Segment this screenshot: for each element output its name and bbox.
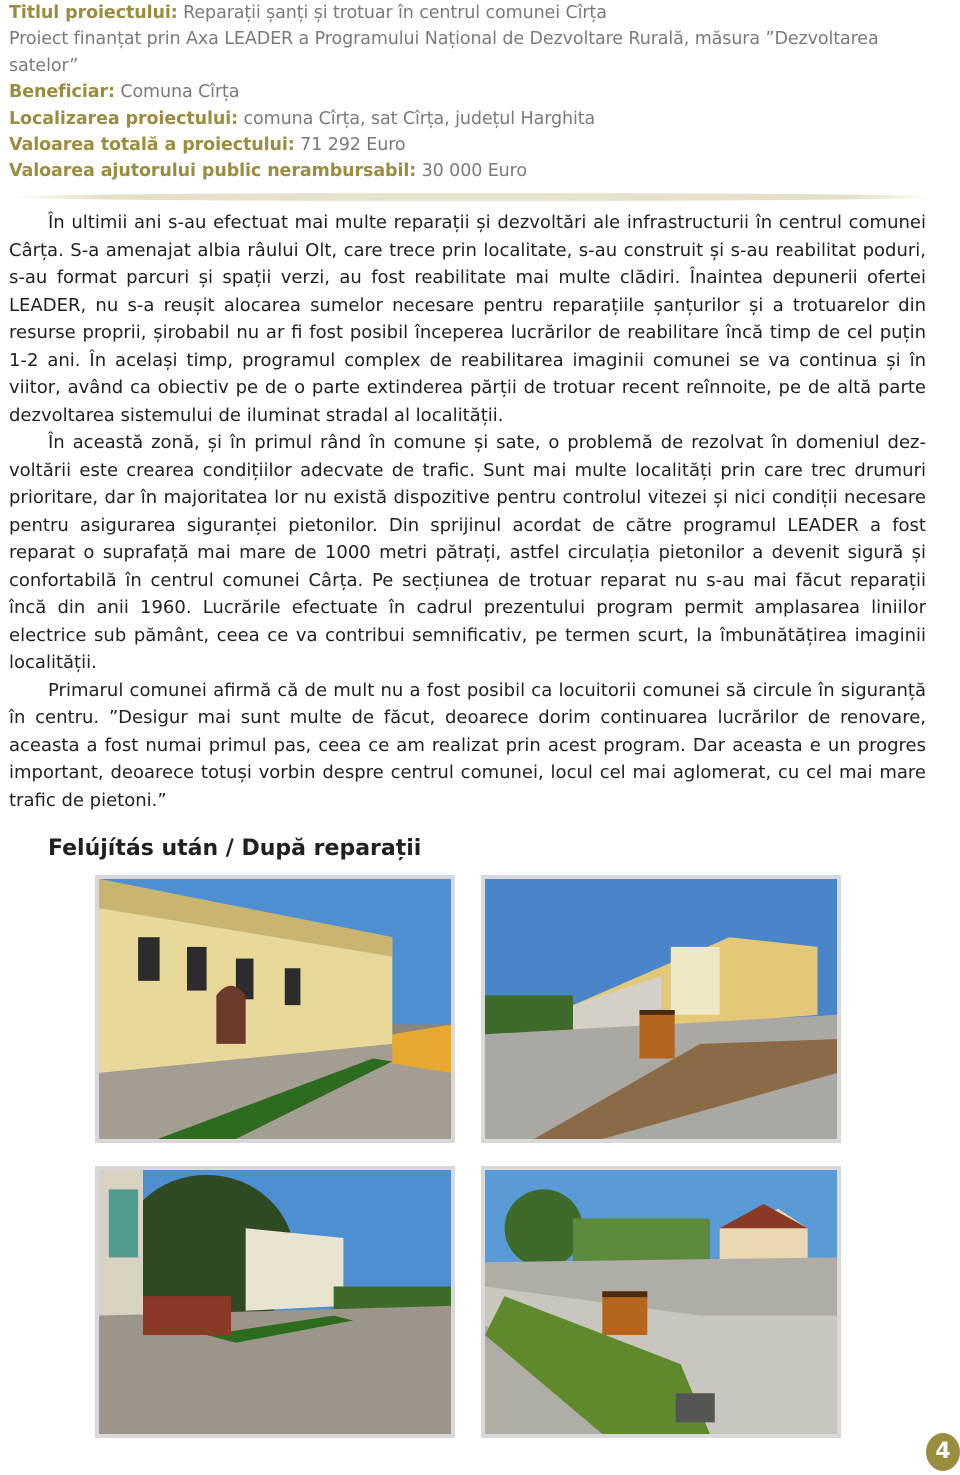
paragraph-1: În ultimii ani s-au efectuat mai multe reparații și dezvoltări ale infrastructurii în centrul comunei Cârța. S-a amenajat albia râului Olt, care trece prin localitate, s-au construit și s-au reabilitat poduri, s-au format parcuri și spații verzi, au fost reabilitate mai multe clădiri. Înaintea depunerii ofertei LEADER, nu s-a reușit alocarea sumelor necesare pentru reparațiile șanțurilor și a trotuarelor din resurse proprii, șirobabil nu ar fi fost posibil începerea lucrărilor de reabilitare încă timp de cel puțin 1-2 ani. În același timp, programul complex de reabilitarea imaginii comunei se va continua și în viitor, având ca obiectiv pe de o parte extinderea părții de trotuar recent reînnoite, pe de altă parte dezvoltarea sistemului de iluminat stradal al localității. <box>9 212 926 426</box>
header-separator <box>9 193 939 201</box>
photo-street-trees <box>95 1166 455 1438</box>
grant-value-label: Valoarea ajutorului public nerambursabil: <box>9 161 417 182</box>
paragraph-3: Primarul comunei afirmă că de mult nu a fost posibil ca locuitorii comunei să circule în siguranță în centru. ”Desigur mai sunt multe de făcut, deoarece dorim continuarea lucrărilor de renovare, aceasta a fost numai primul pas, ceea ce am realizat prin acest program. Dar aceasta e un progres important, deoarece totuși vorbin despre centrul comunei, locul cel mai aglomerat, cu cel mai mare trafic de pietoni.” <box>9 679 926 811</box>
photo-sidewalk-bin <box>481 1166 841 1438</box>
beneficiary-line <box>9 79 939 105</box>
location-line <box>9 106 939 132</box>
photo-square-bin <box>481 875 841 1143</box>
funding-line: Proiect finanțat prin Axa LEADER a Programului Național de Dezvoltare Rurală, măsura ”Dezvoltarea satelor” <box>9 29 879 76</box>
beneficiary-label: Beneficiar: <box>9 82 115 103</box>
grant-value-amount: 30 000 Euro <box>416 161 527 182</box>
article-body <box>9 209 926 814</box>
paragraph-2: În această zonă, și în primul rând în comune și sate, o problemă de rezolvat în domeniul dezvoltării este crearea condițiilor adecvate de trafic. Sunt mai multe localități prin care trec drumuri prioritare, dar în majoritatea lor nu există dispozitive pentru controlul vitezei și nici condiții necesare pentru asigurarea siguranței pietonilor. Din sprijinul acordat de către programul LEADER a fost reparat o suprafață mai mare de 1000 metri pătrați, astfel circulația pietonilor a devenit sigură și confortabilă în centrul comunei Cârța. Pe secțiunea de trotuar reparat nu s-au mai făcut reparații încă din anii 1960. Lucrările efectuate în cadrul prezentului program permit amplasarea liniilor electrice sub pământ, ceea ce va contribui semnificativ, pe termen scurt, la îmbunătățirea imaginii localității. <box>9 432 926 673</box>
total-value-amount: 71 292 Euro <box>294 135 406 156</box>
total-value-line <box>9 132 939 158</box>
total-value-label: Valoarea totală a proiectului: <box>9 135 295 156</box>
location-label: Localizarea proiectului: <box>9 108 239 129</box>
project-header <box>9 0 939 185</box>
page-number-badge: 4 <box>926 1433 960 1471</box>
project-title-label: Titlul proiectului: <box>9 3 178 23</box>
photo-section-title: Felújítás után / După reparații <box>48 836 422 861</box>
location-value: comuna Cîrța, sat Cîrța, județul Harghita <box>238 108 596 129</box>
photo-street-buildings <box>95 875 455 1143</box>
project-title-value: Reparații șanți și trotuar în centrul comunei Cîrța <box>177 3 607 23</box>
project-title-line <box>9 0 939 26</box>
grant-value-line <box>9 158 939 184</box>
beneficiary-value: Comuna Cîrța <box>114 82 240 103</box>
